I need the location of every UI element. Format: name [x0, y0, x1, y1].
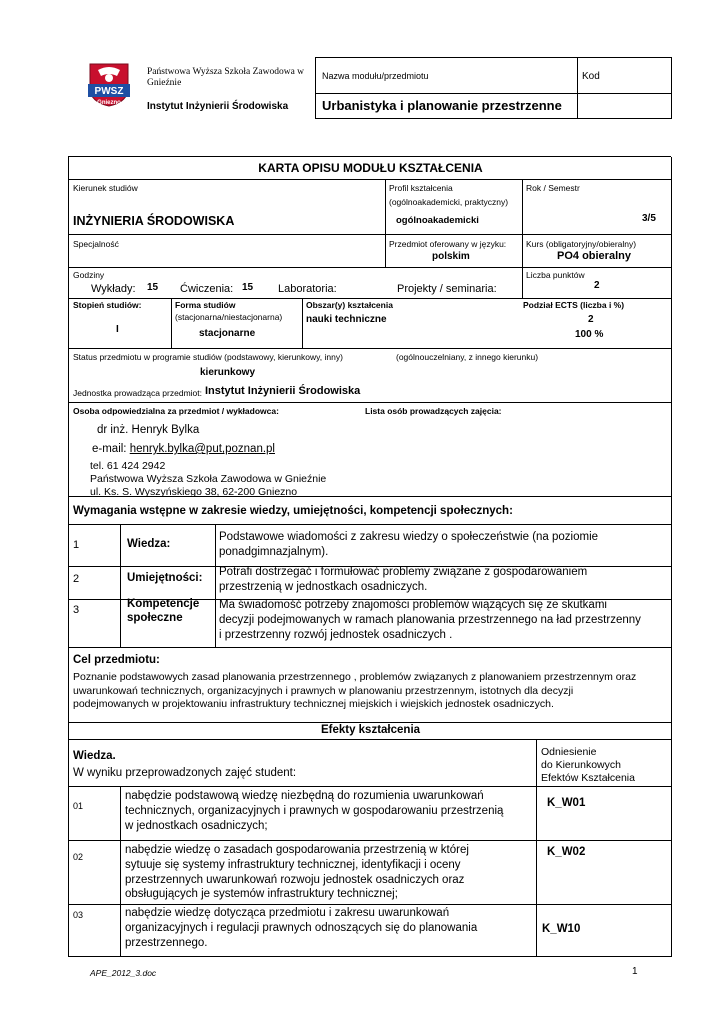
requirement-text-line: Ma świadomość potrzeby znajomości problemów wiążących się ze skutkami — [219, 599, 607, 611]
outcome-text-line: nabędzie wiedzę o zasadach gospodarowania przestrzenią w której — [125, 844, 469, 856]
outcome-text-line: sytuuje się systemy infrastruktury technicznej, identyfikacji i oceny — [125, 859, 461, 871]
requirement-name-line2: społeczne — [127, 612, 183, 624]
responsible-label: Osoba odpowiedzialna za przedmiot / wykładowca: — [73, 406, 279, 416]
requirement-text-line: przestrzenią w jednostkach osadniczych. — [219, 581, 428, 593]
module-card — [69, 157, 672, 957]
requirement-number: 2 — [73, 573, 80, 585]
unit-label: Jednostka prowadząca przedmiot: — [73, 388, 202, 398]
outcomes-title: Efekty kształcenia — [320, 724, 421, 736]
language-label: Przedmiot oferowany w języku: — [389, 239, 507, 249]
requirement-number: 1 — [73, 539, 80, 551]
person-email[interactable]: e-mail: henryk.bylka@put,poznan.pl — [92, 443, 275, 455]
code-label: Kod — [578, 58, 672, 94]
outcome-text-line: obsługujących je systemów infrastruktury technicznej; — [125, 888, 398, 900]
logo-text: PWSZ — [94, 86, 124, 97]
degree-value: I — [116, 324, 119, 335]
school-logo — [84, 58, 134, 108]
projects-label: Projekty / seminaria: — [397, 283, 497, 295]
specialization-label: Specjalność — [73, 239, 119, 249]
field-of-study-label: Kierunek studiów — [73, 183, 138, 193]
outcome-text-line: w jednostkach osadniczych; — [125, 820, 268, 832]
email-link[interactable]: henryk.bylka@put,poznan.pl — [129, 443, 275, 455]
area-label: Obszar(y) kształcenia — [306, 300, 393, 310]
language-value: polskim — [432, 251, 470, 262]
requirements-title: Wymagania wstępne w zakresie wiedzy, umiejętności, kompetencji społecznych: — [73, 505, 513, 517]
lectures-value: 15 — [147, 282, 159, 293]
area-value: nauki techniczne — [306, 314, 387, 325]
teachers-label: Lista osób prowadzących zajęcia: — [365, 406, 502, 416]
status-label: Status przedmiotu w programie studiów (podstawowy, kierunkowy, inny) — [73, 352, 343, 362]
goal-title: Cel przedmiotu: — [73, 654, 160, 666]
laboratories-label: Laboratoria: — [278, 283, 337, 295]
requirement-text-line: Podstawowe wiadomości z zakresu wiedzy o społeczeństwie (na poziomie — [219, 531, 599, 543]
knowledge-title: Wiedza. — [73, 750, 116, 762]
exercises-value: 15 — [242, 282, 254, 293]
requirement-name: Kompetencje — [127, 598, 200, 610]
unit-value: Instytut Inżynierii Środowiska — [205, 385, 361, 397]
requirement-text-line: decyzji podejmowanych w ramach planowania przestrzennego na ład przestrzenny — [219, 614, 641, 626]
person-institution: Państwowa Wyższa Szkoła Zawodowa w Gnieźnie — [90, 473, 327, 485]
person-name: dr inż. Henryk Bylka — [97, 424, 200, 436]
course-type-label: Kurs (obligatoryjny/obieralny) — [526, 239, 637, 249]
lectures-label: Wykłady: — [91, 283, 136, 295]
outcome-text-line: organizacyjnych i regulacji prawnych odnoszących się do planowania — [125, 922, 478, 934]
outcome-text-line: nabędzie wiedzę dotycząca przedmiotu i zakresu uwarunkowań — [125, 907, 450, 919]
institution-name: Państwowa Wyższa Szkoła Zawodowa w Gnieźnie — [147, 67, 305, 88]
institute-name: Instytut Inżynierii Środowiska — [147, 101, 289, 112]
outcome-text-line: nabędzie podstawową wiedzę niezbędną do rozumienia uwarunkowań — [125, 790, 484, 802]
outcome-code: K_W10 — [542, 923, 581, 935]
ects-label: Podział ECTS (liczba i %) — [523, 300, 625, 310]
degree-label: Stopień studiów: — [73, 300, 142, 310]
requirement-number: 3 — [73, 604, 80, 616]
logo-subtext: Gniezno — [97, 100, 121, 106]
profile-hint: (ogólnoakademicki, praktyczny) — [389, 197, 509, 207]
study-form-value: stacjonarne — [199, 328, 256, 339]
outcome-code: K_W02 — [547, 846, 586, 858]
goal-text-line: Poznanie podstawowych zasad planowania przestrzennego , problemów związanych z planowaniem przestrzennym oraz — [73, 671, 637, 683]
outcome-text-line: przestrzennego. — [125, 937, 208, 949]
reference-header-line: do Kierunkowych — [541, 759, 621, 771]
year-semester-label: Rok / Semestr — [526, 183, 580, 193]
goal-text-line: uwarunkowań technicznych, organizacyjnych i prawnych w planowaniu przestrzennym, istotnych dla decyzji — [73, 685, 574, 697]
card-title: KARTA OPISU MODUŁU KSZTAŁCENIA — [258, 161, 483, 175]
status-value: kierunkowy — [200, 367, 256, 378]
person-address: ul. Ks. S. Wyszyńskiego 38, 62-200 Gniezno — [90, 486, 298, 498]
goal-text-line: podejmowanych w projektowaniu infrastruktury technicznej miejskich i wiejskich jednostek osadniczych. — [73, 698, 554, 710]
ects-percent: 100 % — [575, 329, 604, 340]
module-header-box — [315, 57, 672, 119]
requirement-name: Umiejętności: — [127, 572, 203, 584]
ects-value: 2 — [588, 314, 594, 325]
reference-header-line: Efektów Kształcenia — [541, 772, 635, 784]
points-label: Liczba punktów — [526, 270, 585, 280]
person-phone: tel. 61 424 2942 — [90, 460, 166, 472]
reference-header-line: Odniesienie — [541, 746, 597, 758]
outcome-number: 01 — [73, 801, 84, 811]
outcome-text-line: przestrzennych uwarunkowań rozwoju jednostek osadniczych oraz — [125, 874, 465, 886]
profile-value: ogólnoakademicki — [396, 215, 479, 226]
course-type-value: PO4 obieralny — [557, 250, 631, 262]
profile-label: Profil kształcenia — [389, 183, 453, 193]
footer-document-name: APE_2012_3.doc — [90, 968, 157, 978]
exercises-label: Ćwiczenia: — [180, 283, 234, 295]
requirement-name: Wiedza: — [127, 538, 171, 550]
outcome-number: 03 — [73, 910, 84, 920]
footer-page-number: 1 — [632, 966, 638, 977]
status-hint: (ogólnouczelniany, z innego kierunku) — [396, 352, 539, 362]
requirement-text-line: Potrafi dostrzegać i formułować problemy związane z gospodarowaniem — [219, 566, 588, 578]
year-semester-value: 3/5 — [642, 213, 656, 224]
knowledge-subtitle: W wyniku przeprowadzonych zajęć student: — [73, 767, 297, 779]
module-name: Urbanistyka i planowanie przestrzenne — [316, 94, 578, 119]
field-of-study-value: INŻYNIERIA ŚRODOWISKA — [73, 214, 235, 228]
outcome-code: K_W01 — [547, 797, 586, 809]
requirement-text-line: ponadgimnazjalnym). — [219, 546, 329, 558]
study-form-hint: (stacjonarna/niestacjonarna) — [175, 312, 283, 322]
study-form-label: Forma studiów — [175, 300, 236, 310]
module-name-label: Nazwa modułu/przedmiotu — [316, 58, 578, 94]
hours-label: Godziny — [73, 270, 105, 280]
points-value: 2 — [594, 280, 600, 291]
outcome-number: 02 — [73, 852, 84, 862]
requirement-text-line: i przestrzenny rozwój jednostek osadniczych . — [219, 629, 453, 641]
outcome-text-line: technicznych, organizacyjnych i prawnych w gospodarowaniu przestrzenią — [125, 805, 504, 817]
